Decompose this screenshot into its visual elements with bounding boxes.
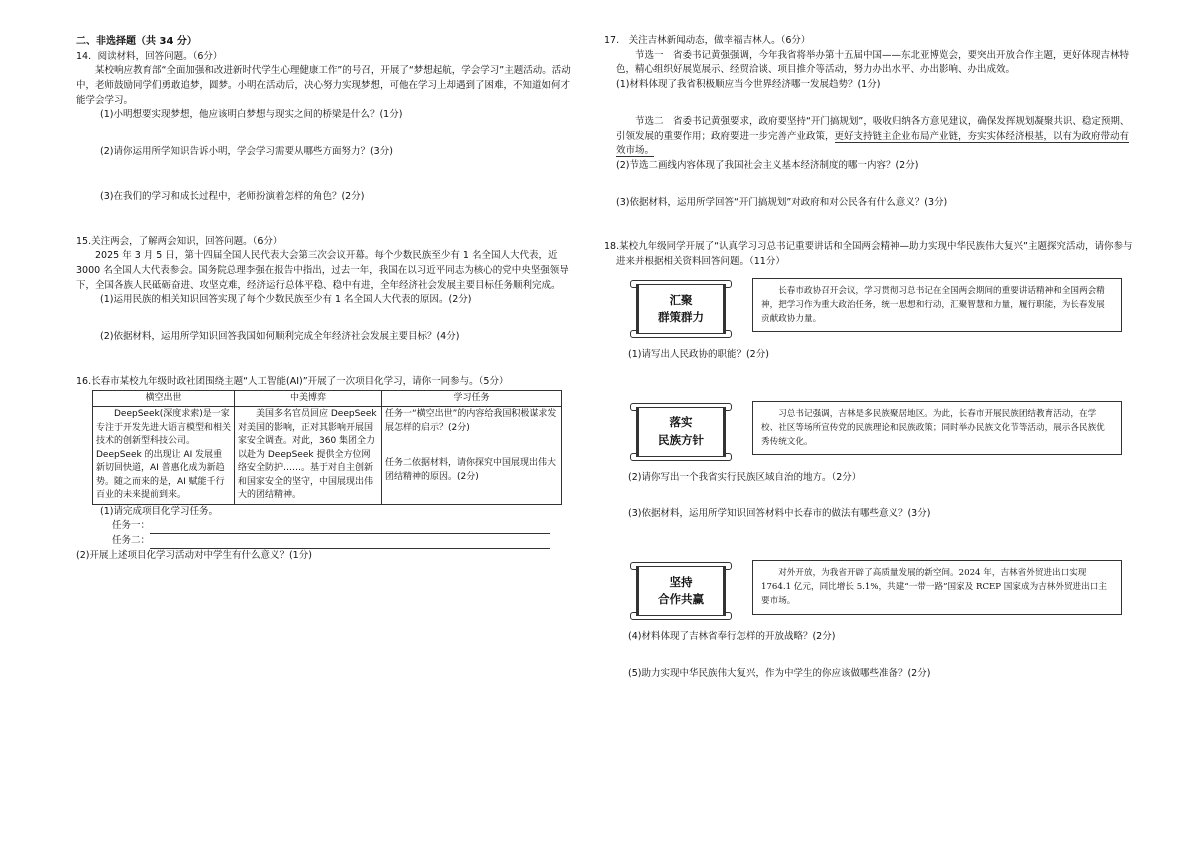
table-cell-deepseek: DeepSeek(深度求索)是一家专注于开发先进大语言模型和相关技术的创新型科技公司。DeepSeek 的出现让 AI 发展重新切回快道，AI 普惠化成为新趋势。随之而来的是，AI 赋能千行百业的未来提前到来。 [93,407,235,505]
q18-sub3: (3)依据材料，运用所学知识回答材料中长春市的做法有哪些意义？(3分) [628,508,931,520]
answer-line-1 [76,519,576,534]
q18-sub1: (1)请写出人民政协的职能？(2分) [628,348,769,360]
q15-title: 15.关注两会，了解两会知识，回答问题。（6分） [76,235,283,247]
table-header: 学习任务 [382,390,562,407]
table-header: 中美博弈 [235,390,382,407]
q16-sub1: (1)请完成项目化学习任务。 [100,505,218,517]
card-title: 汇聚 [669,292,693,307]
answer-blank-1[interactable] [150,523,550,534]
q17-excerpt1: 节选一 省委书记黄强强调，今年我省将举办第十五届中国——东北亚博览会，要突出开放合作主题，更好体现吉林特色，精心组织好展览展示、经贸洽谈、项目推介等活动，努力办出水平、办出影响、办出成效。 [616,49,1130,76]
answer-line-2 [76,534,576,549]
q16-title: 16.长春市某校九年级时政社团围绕主题“人工智能(AI)”开展了一次项目化学习，请你一同参与。（5分） [76,375,509,387]
card-title: 落实 [669,415,693,430]
task-1: 任务一“横空出世”的内容给我国积极谋求发展怎样的启示？(2分) [385,409,557,433]
card-title: 坚持 [669,574,693,589]
card-subtitle: 群策群力 [658,309,704,324]
answer-label-2: 任务二： [112,535,151,546]
q18-sub4: (4)材料体现了吉林省奉行怎样的开放战略？(2分) [628,631,836,643]
q14-sub3: (3)在我们的学习和成长过程中，老师扮演着怎样的角色？(2分) [100,190,365,202]
scroll-icon [630,562,732,620]
table-cell-game: 美国多名官员回应 DeepSeek 对美国的影响，正对其影响开展国家安全调查。对此，360 集团全力以赴为 DeepSeek 提供全方位网络安全防护……。基于对自主创新和国家安全的坚守，中国展现出伟大的团结精神。 [235,407,382,505]
q17-sub2: (2)节选二画线内容体现了我国社会主义基本经济制度的哪一内容？(2分) [616,160,919,172]
q14-material: 某校响应教育部“全面加强和改进新时代学生心理健康工作”的号召，开展了“梦想起航，学会学习”主题活动。活动中，老师鼓励同学们勇敢追梦，圆梦。小明在活动后，决心努力实现梦想，可他在学习上却遇到了困难，不知道如何才能学会学习。 [76,65,571,106]
q15-material: 2025 年 3 月 5 日，第十四届全国人民代表大会第三次会议开幕。每个少数民族至少有 1 名全国人大代表，近 3000 名全国人大代表参会。国务院总理李强在报告中指出，过去一年，我国在以习近平同志为核心的党中央坚强领导下，全国各族人民砥砺奋进、攻坚克难，经济运行总体平稳、稳中有进，全年经济社会发展主要目标任务顺利完成。 [76,250,569,291]
task-2: 任务二依据材料，请你探究中国展现出伟大团结精神的原因。(2分) [385,458,557,482]
q18-sub5: (5)助力实现中华民族伟大复兴，作为中学生的你应该做哪些准备？(2分) [628,667,931,679]
q17-title: 17. 关注吉林新闻动态，做幸福吉林人。（6分） [604,35,811,46]
q14-sub2: (2)请你运用所学知识告诉小明，学会学习需要从哪些方面努力？(3分) [100,146,393,158]
scroll-icon [630,280,732,338]
left-column [76,34,576,563]
q16-table [92,390,562,505]
q14-title: 14．阅读材料，回答问题。（6分） [76,50,223,62]
card-quote: 对外开放，为我省开辟了高质量发展的新空间。2024 年，吉林省外贸进出口实现 1764.1 亿元，同比增长 5.1%，共建“一带一路”国家及 RCEP 国家成为吉林外贸进出口主要市场。 [752,560,1122,615]
q17-sub3: (3)依据材料，运用所学回答“开门搞规划”对政府和对公民各有什么意义？(3分) [616,196,948,208]
q15-sub1: (1)运用民族的相关知识回答实现了每个少数民族至少有 1 名全国人大代表的原因。(2分) [100,294,472,306]
card-unite [630,278,1134,344]
q17-excerpt2-text: 节选二 省委书记黄强要求，政府要坚持“开门搞规划”，吸收归纳各方意见建议，确保发挥规划凝聚共识、稳定预期、引领发展的重要作用；政府要进一步完善产业政策， [616,115,1130,142]
q18-title: 18.某校九年级同学开展了“认真学习习总书记重要讲话和全国两会精神—助力实现中华民族伟大复兴”主题探究活动，请你参与进来并根据相关资料回答问题。（11分） [604,241,1133,268]
card-cooperation [630,560,1134,626]
card-subtitle: 合作共赢 [658,592,704,607]
answer-blank-2[interactable] [150,538,550,549]
q18-sub2: (2)请你写出一个我省实行民族区域自治的地方。（2分） [628,471,862,483]
q17-excerpt2 [604,115,1134,159]
card-quote: 长春市政协召开会议，学习贯彻习总书记在全国两会期间的重要讲话精神和全国两会精神，把学习作为重大政治任务，统一思想和行动，汇聚智慧和力量，履行职能，为长春发展贡献政协力量。 [752,278,1122,333]
card-subtitle: 民族方针 [658,432,704,447]
card-quote: 习总书记强调，吉林是多民族聚居地区。为此，长春市开展民族团结教育活动，在学校、社区等场所宣传党的民族理论和民族政策；同时举办民族文化节等活动，展示各民族优秀传统文化。 [752,401,1122,456]
q16-sub2: (2)开展上述项目化学习活动对中学生有什么意义？(1分) [76,549,312,561]
scroll-icon [630,403,732,461]
table-header: 横空出世 [93,390,235,407]
section-heading: 二、非选择题（共 34 分） [76,36,197,47]
q17-sub1: (1)材料体现了我省积极顺应当今世界经济哪一发展趋势？(1分) [616,79,881,91]
right-column [604,34,1134,682]
q14-sub1: (1)小明想要实现梦想，他应该明白梦想与现实之间的桥梁是什么？(1分) [100,109,403,121]
card-ethnic [630,401,1134,467]
q15-sub2: (2)依据材料，运用所学知识回答我国如何顺利完成全年经济社会发展主要目标？(4分) [100,331,460,343]
table-cell-tasks [382,407,562,505]
answer-label-1: 任务一： [112,520,151,532]
q17-excerpt2-underlined: 更好支持链主企业布局产业链，夯实实体经济根基，以有为政府带动有效市场。 [616,130,1130,157]
